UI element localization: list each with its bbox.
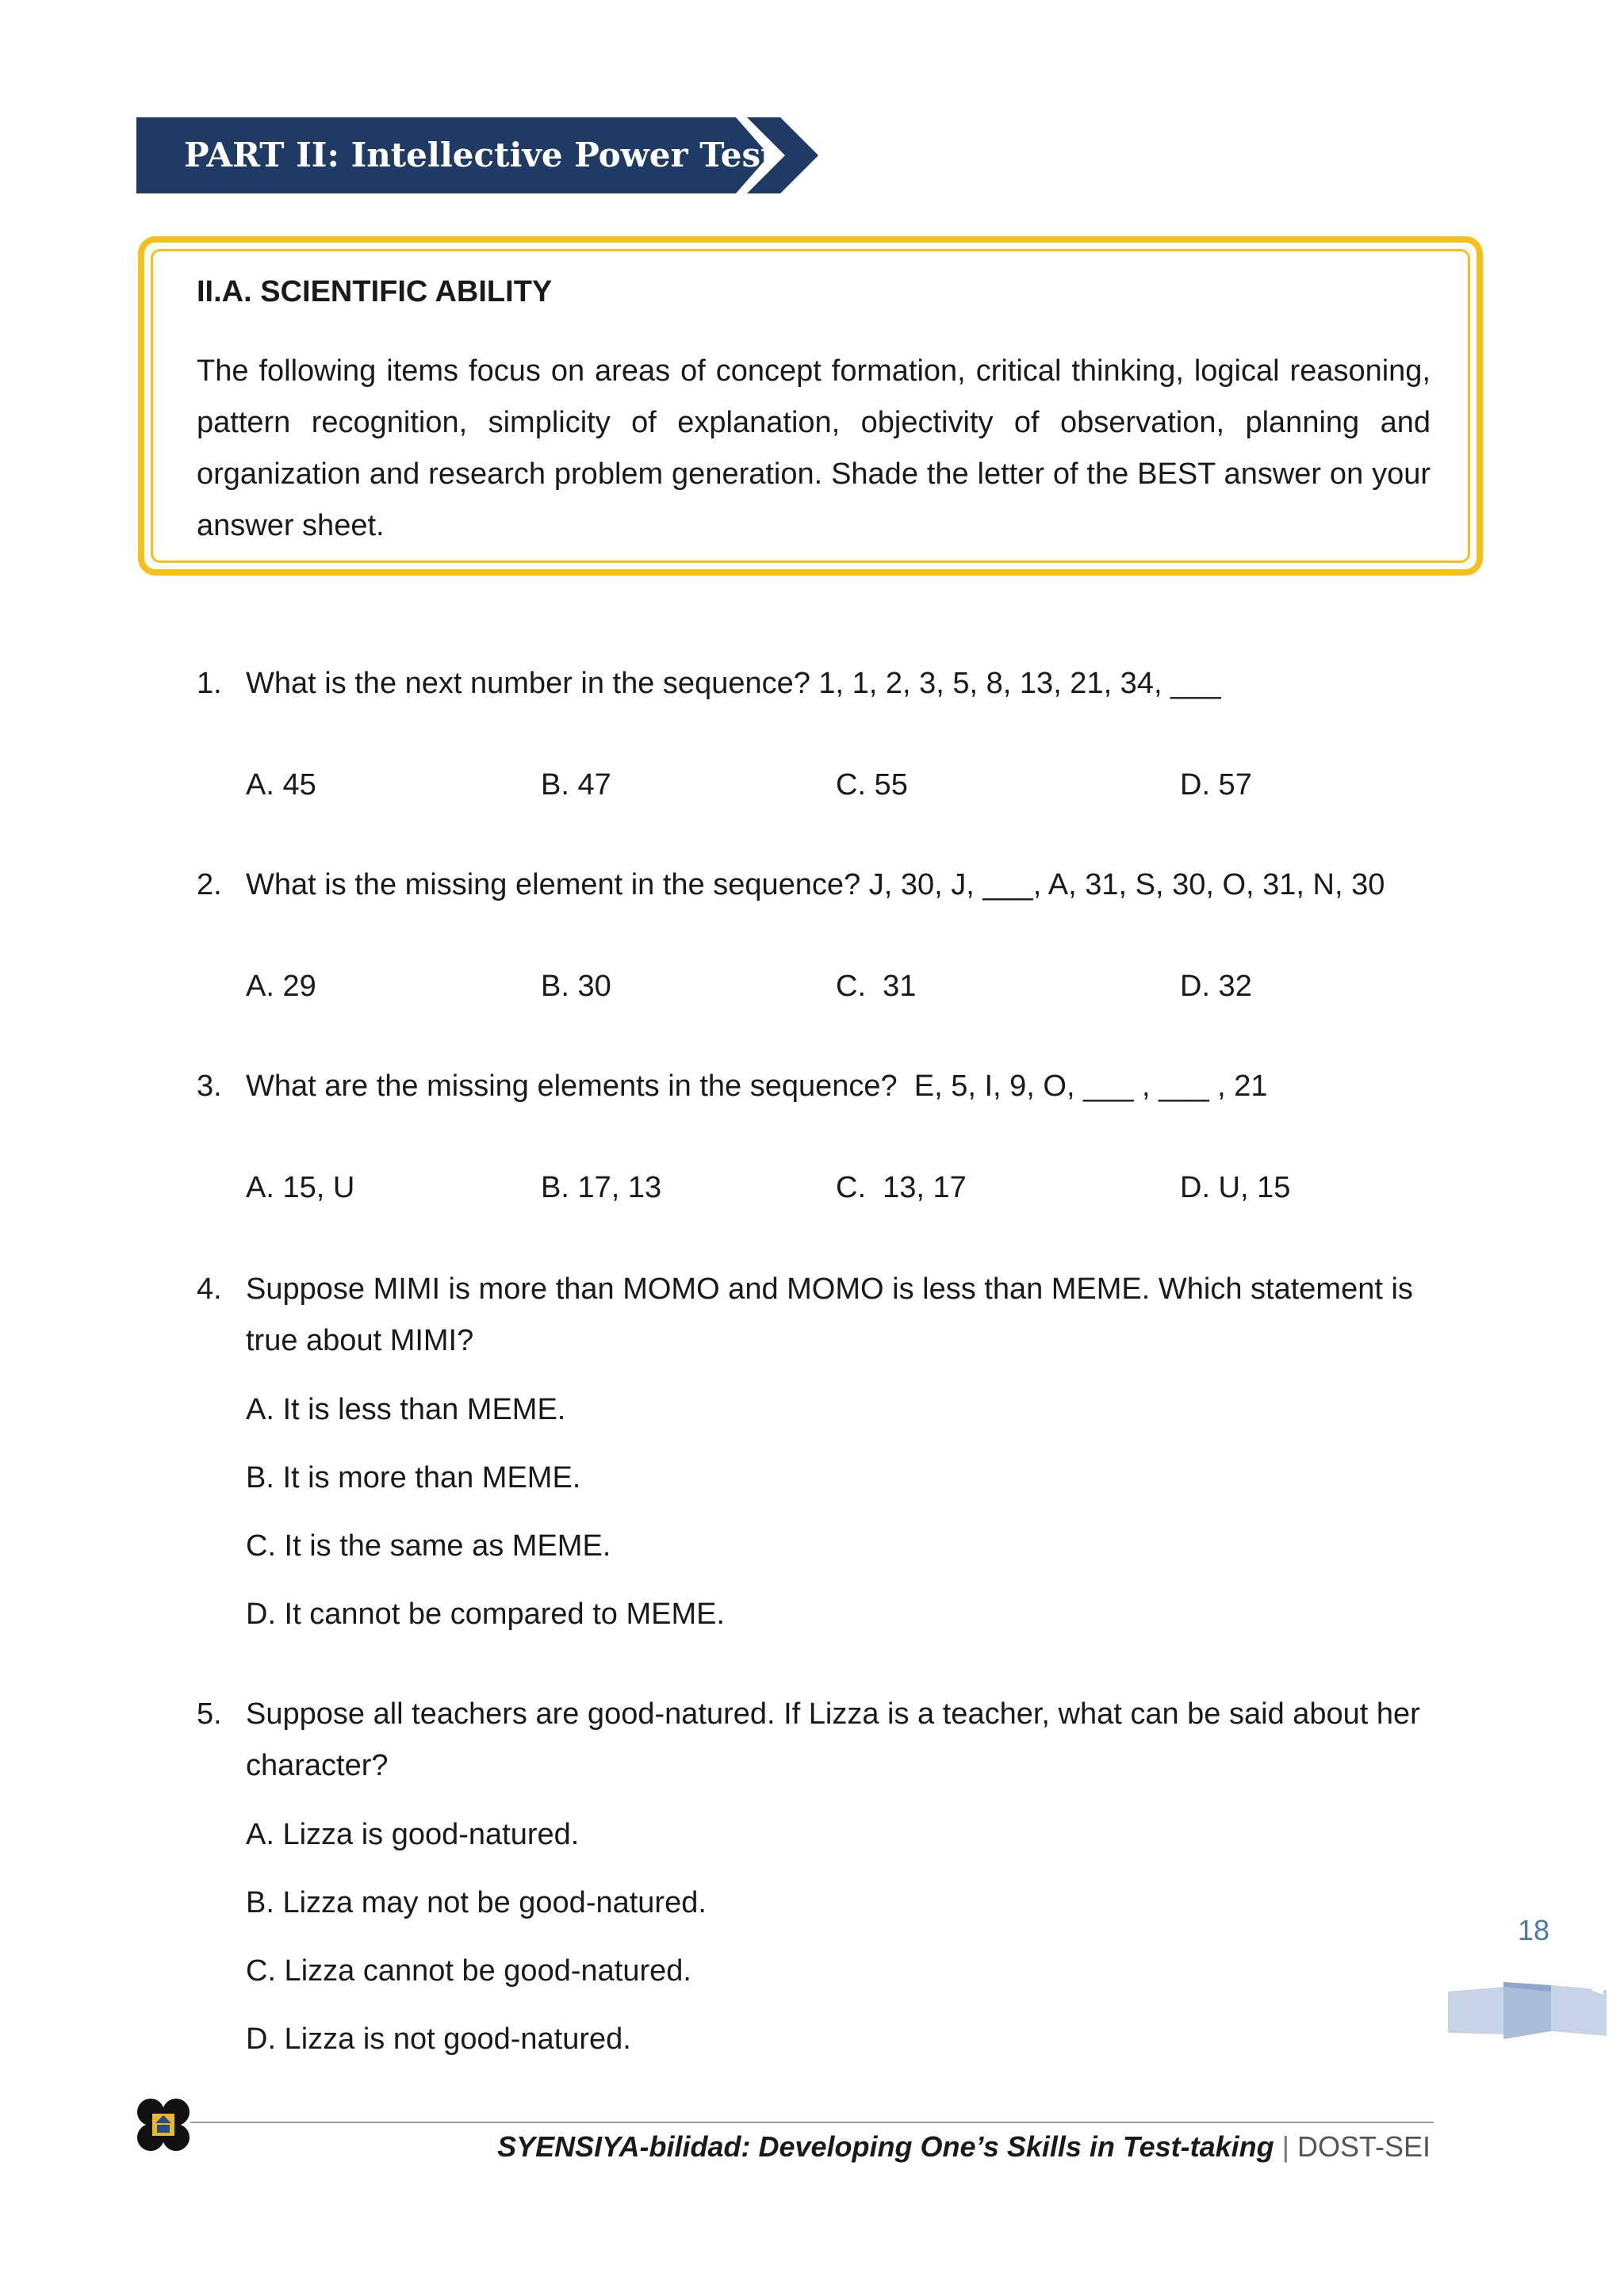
- question-1-option-a: A. 45: [246, 768, 316, 802]
- section-heading: II.A. SCIENTIFIC ABILITY: [197, 275, 553, 308]
- footer-title: SYENSIYA-bilidad: Developing One’s Skills in Test-taking: [497, 2130, 1274, 2163]
- question-5-option-d: D. Lizza is not good-natured.: [246, 2022, 631, 2056]
- question-3-option-a: A. 15, U: [246, 1171, 355, 1204]
- page-number: 18: [1518, 1914, 1550, 1946]
- question-1-option-c: C. 55: [836, 768, 908, 802]
- part-title: PART II: Intellective Power Test: [184, 136, 776, 174]
- part-banner: [136, 117, 818, 193]
- question-2-option-a: A. 29: [246, 970, 316, 1003]
- question-1-text: What is the next number in the sequence? 1, 1, 2, 3, 5, 8, 13, 21, 34, ___: [246, 667, 1221, 700]
- question-5-option-a: A. Lizza is good-natured.: [246, 1818, 580, 1851]
- question-5-number: 5.: [197, 1697, 222, 1731]
- question-4-text: Suppose MIMI is more than MOMO and MOMO is less than MEME. Which statement is true about MIMI?: [246, 1272, 1413, 1357]
- question-4-option-b: B. It is more than MEME.: [246, 1461, 581, 1494]
- question-5-option-c: C. Lizza cannot be good-natured.: [246, 1954, 691, 1988]
- question-4-option-d: D. It cannot be compared to MEME.: [246, 1598, 726, 1631]
- question-3-number: 3.: [197, 1070, 222, 1103]
- footer-divider: [190, 2122, 1434, 2123]
- question-3-option-d: D. U, 15: [1180, 1171, 1291, 1204]
- question-1-option-b: B. 47: [541, 768, 611, 802]
- question-2-number: 2.: [197, 868, 222, 901]
- question-5-text: Suppose all teachers are good-natured. If Lizza is a teacher, what can be said about her character?: [246, 1697, 1420, 1782]
- footer-organization: DOST-SEI: [1297, 2130, 1431, 2163]
- question-2-text: What is the missing element in the sequence? J, 30, J, ___, A, 31, S, 30, O, 31, N, 30: [246, 868, 1385, 901]
- question-3-option-c: C. 13, 17: [836, 1171, 967, 1204]
- question-2-option-c: C. 31: [836, 970, 917, 1003]
- section-instructions: The following items focus on areas of concept formation, critical thinking, logical reasoning, pattern recognition, simplicity of explanation, objectivity of observation, planning and organization and research problem generation. Shade the letter of the BEST answer on your answer sheet.: [197, 354, 1431, 542]
- question-4-number: 4.: [197, 1272, 222, 1306]
- question-4-option-a: A. It is less than MEME.: [246, 1393, 566, 1426]
- question-2-option-d: D. 32: [1180, 970, 1252, 1003]
- question-4-option-c: C. It is the same as MEME.: [246, 1529, 611, 1563]
- dost-logo-icon: [135, 2096, 192, 2153]
- question-2-option-b: B. 30: [541, 970, 611, 1003]
- footer-separator: |: [1281, 2130, 1289, 2163]
- question-3-option-b: B. 17, 13: [541, 1171, 662, 1204]
- page-corner-decoration-icon: [1448, 1980, 1607, 2044]
- question-5-option-b: B. Lizza may not be good-natured.: [246, 1886, 707, 1919]
- footer: [497, 2128, 1431, 2166]
- question-3-text: What are the missing elements in the sequence? E, 5, I, 9, O, ___ , ___ , 21: [246, 1070, 1268, 1103]
- question-1-option-d: D. 57: [1180, 768, 1252, 802]
- question-1-number: 1.: [197, 667, 222, 700]
